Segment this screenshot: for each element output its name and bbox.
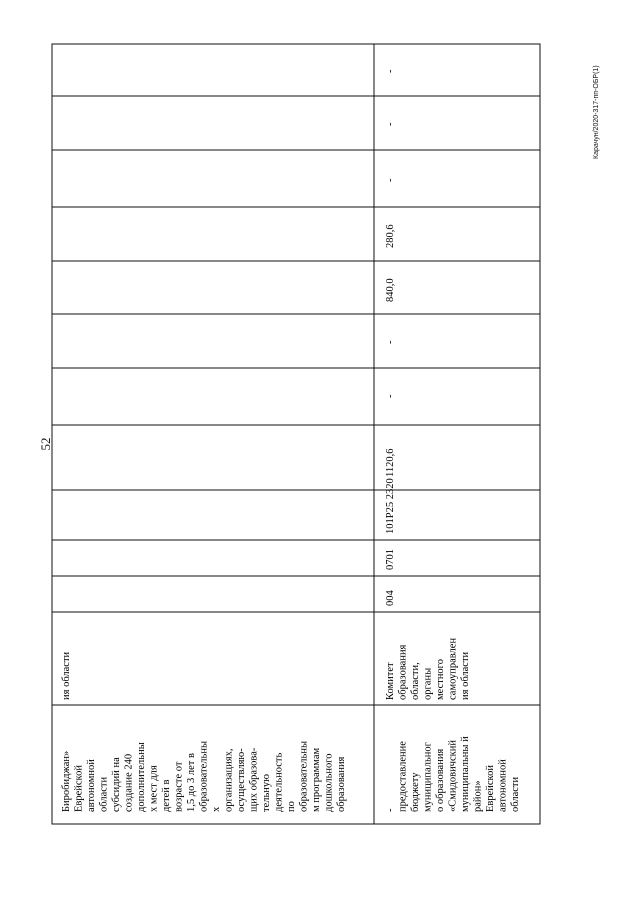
row-b-executor: Комитет образования области, органы местного самоуправлен ия области — [385, 637, 471, 700]
row-b-total: 1120,6 — [385, 448, 396, 477]
row-b-year-7: - — [385, 69, 396, 73]
row-b-target-article: 101P25 2320 — [385, 478, 396, 534]
row-a-executor: ия области — [61, 651, 72, 700]
row-b-grbs-code: 004 — [385, 590, 396, 606]
row-b-year-4: 280,6 — [385, 224, 396, 248]
row-b-year-1: - — [385, 394, 396, 398]
row-b-description: - предоставление бюджету муниципальног о образования «Смидовичский муниципальны й район» Еврейской автономной области — [385, 736, 521, 812]
row-a-description: Биробиджан» Еврейской автономной области субсидий на создание 240 дополнительны х мест для детей в возрасте от 1,5 до 3 лет в образовательны х организациях, осуществляю- щих образова- тельную деятельность по образовательны м программам дошкольного образования — [61, 741, 347, 812]
row-b-year-5: - — [385, 178, 396, 182]
row-b-year-2: - — [385, 340, 396, 344]
document-side-note: Карачун/2020-317-пп-ОБР(1) — [593, 65, 600, 159]
page-number: 52 — [38, 437, 53, 451]
row-b-section-code: 0701 — [385, 549, 396, 570]
table-grid — [52, 44, 540, 824]
row-b-year-6: - — [385, 122, 396, 126]
row-b-year-3: 840,0 — [385, 278, 396, 302]
